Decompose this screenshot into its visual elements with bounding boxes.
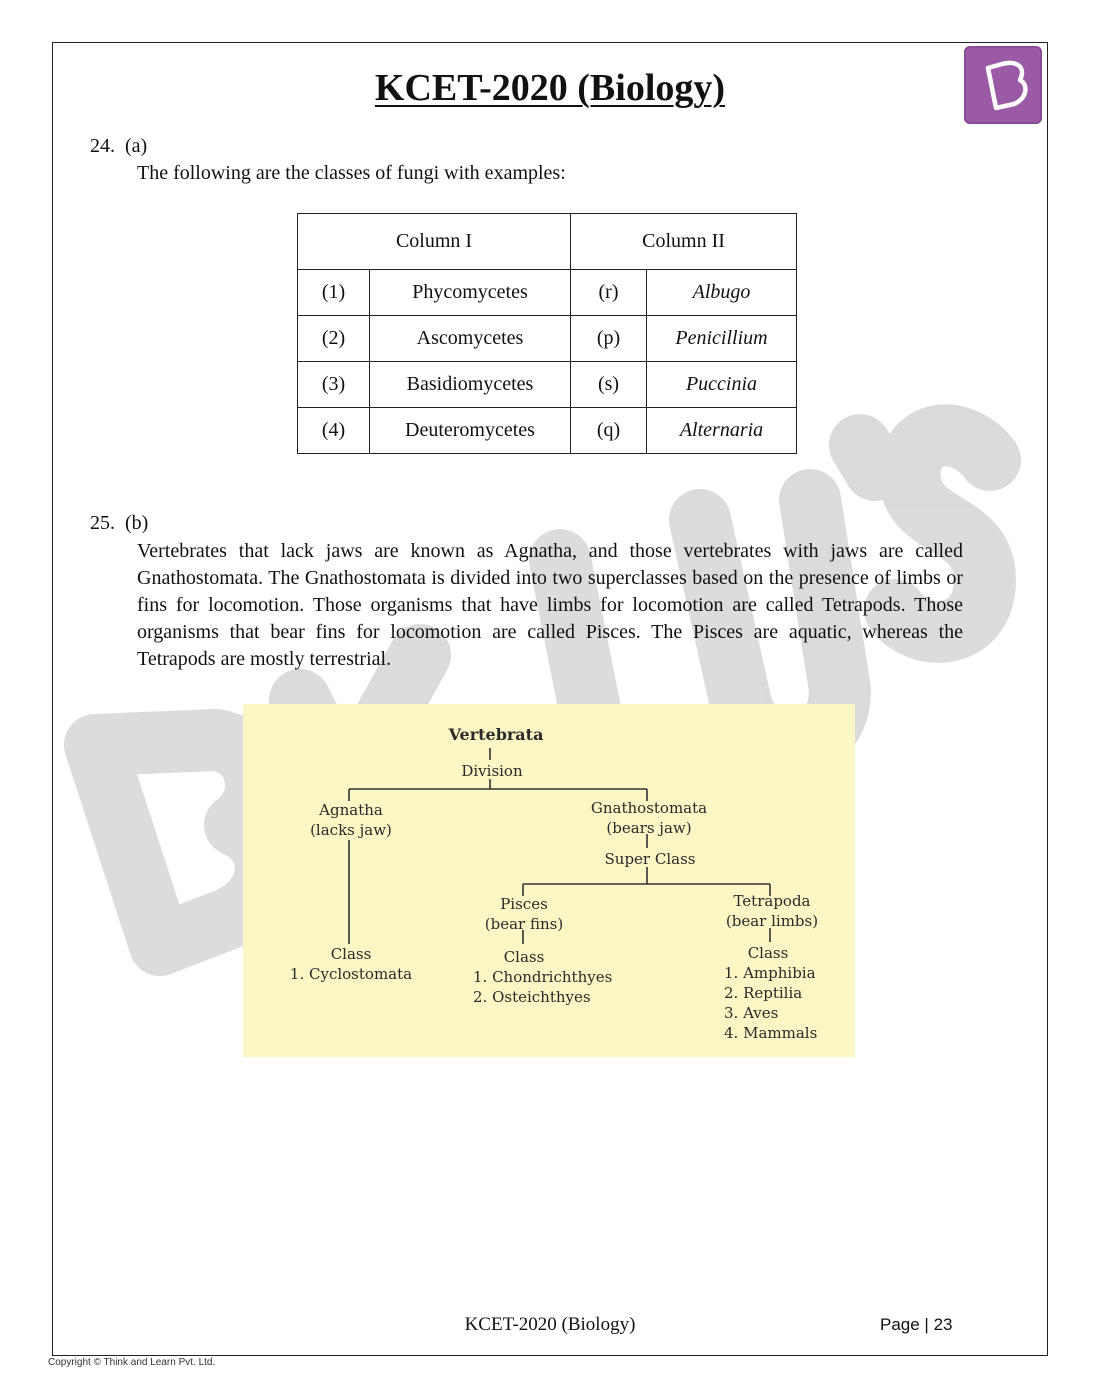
vertebrata-classification-diagram bbox=[243, 704, 855, 1057]
super-class-label: Super Class bbox=[604, 850, 696, 868]
example-code: (s) bbox=[571, 362, 647, 408]
page-number: Page | 23 bbox=[880, 1315, 953, 1334]
table-row bbox=[298, 408, 797, 454]
division-label: Division bbox=[461, 762, 523, 780]
example-name: Alternaria bbox=[647, 408, 797, 454]
tetrapoda-member: 4. Mammals bbox=[724, 1024, 818, 1042]
column-header: Column I bbox=[298, 214, 571, 270]
question-25-explanation: Vertebrates that lack jaws are known as Agnatha, and those vertebrates with jaws are called Gnathostomata. The Gnathostomata is divided into two superclasses based on the presence of limbs or fins for locomotion. Those organisms that have limbs for locomotion are called Tetrapods. Those organisms that bear fins for locomotion are called Pisces. The Pisces are aquatic, whereas the Tetrapods are mostly terrestrial. bbox=[137, 540, 963, 670]
copyright-notice: Copyright © Think and Learn Pvt. Ltd. bbox=[48, 1357, 216, 1368]
gnathostomata-node: Gnathostomata bbox=[590, 799, 708, 817]
tetrapoda-note: (bear limbs) bbox=[725, 912, 819, 930]
agnatha-note: (lacks jaw) bbox=[310, 821, 392, 839]
row-number: (3) bbox=[298, 362, 370, 408]
fungi-class: Basidiomycetes bbox=[370, 362, 571, 408]
pisces-class-label: Class bbox=[503, 948, 545, 966]
example-name: Albugo bbox=[647, 270, 797, 316]
tetrapoda-node: Tetrapoda bbox=[733, 892, 811, 910]
question-24-number: 24. (a) bbox=[90, 135, 148, 157]
pisces-node: Pisces bbox=[500, 895, 548, 913]
page-title: KCET-2020 (Biology) bbox=[374, 67, 726, 109]
agnatha-class-label: Class bbox=[330, 945, 372, 963]
example-code: (q) bbox=[571, 408, 647, 454]
row-number: (2) bbox=[298, 316, 370, 362]
tetrapoda-member: 1. Amphibia bbox=[724, 964, 816, 982]
fungi-class: Phycomycetes bbox=[370, 270, 571, 316]
table-row bbox=[298, 362, 797, 408]
fungi-class: Deuteromycetes bbox=[370, 408, 571, 454]
agnatha-member: 1. Cyclostomata bbox=[289, 965, 413, 983]
fungi-table bbox=[297, 213, 797, 454]
pisces-member: 1. Chondrichthyes bbox=[473, 968, 613, 986]
table-row bbox=[298, 316, 797, 362]
example-name: Penicillium bbox=[647, 316, 797, 362]
column-header: Column II bbox=[571, 214, 797, 270]
row-number: (1) bbox=[298, 270, 370, 316]
example-name: Puccinia bbox=[647, 362, 797, 408]
fungi-class: Ascomycetes bbox=[370, 316, 571, 362]
table-row bbox=[298, 270, 797, 316]
tetrapoda-member: 2. Reptilia bbox=[724, 984, 803, 1002]
gnathostomata-note: (bears jaw) bbox=[606, 819, 692, 837]
footer-title: KCET-2020 (Biology) bbox=[464, 1314, 636, 1335]
tetrapoda-member: 3. Aves bbox=[724, 1004, 779, 1022]
example-code: (r) bbox=[571, 270, 647, 316]
pisces-member: 2. Osteichthyes bbox=[473, 988, 591, 1006]
example-code: (p) bbox=[571, 316, 647, 362]
question-24-answer: (a) bbox=[125, 135, 148, 157]
agnatha-node: Agnatha bbox=[319, 801, 383, 819]
row-number: (4) bbox=[298, 408, 370, 454]
question-25-number: 25. (b) bbox=[90, 512, 149, 534]
pisces-note: (bear fins) bbox=[484, 915, 564, 933]
vertebrata-node: Vertebrata bbox=[448, 725, 544, 744]
tetrapoda-class-label: Class bbox=[747, 944, 789, 962]
question-24-intro: The following are the classes of fungi with examples: bbox=[137, 162, 566, 184]
question-25-answer: (b) bbox=[125, 512, 149, 534]
